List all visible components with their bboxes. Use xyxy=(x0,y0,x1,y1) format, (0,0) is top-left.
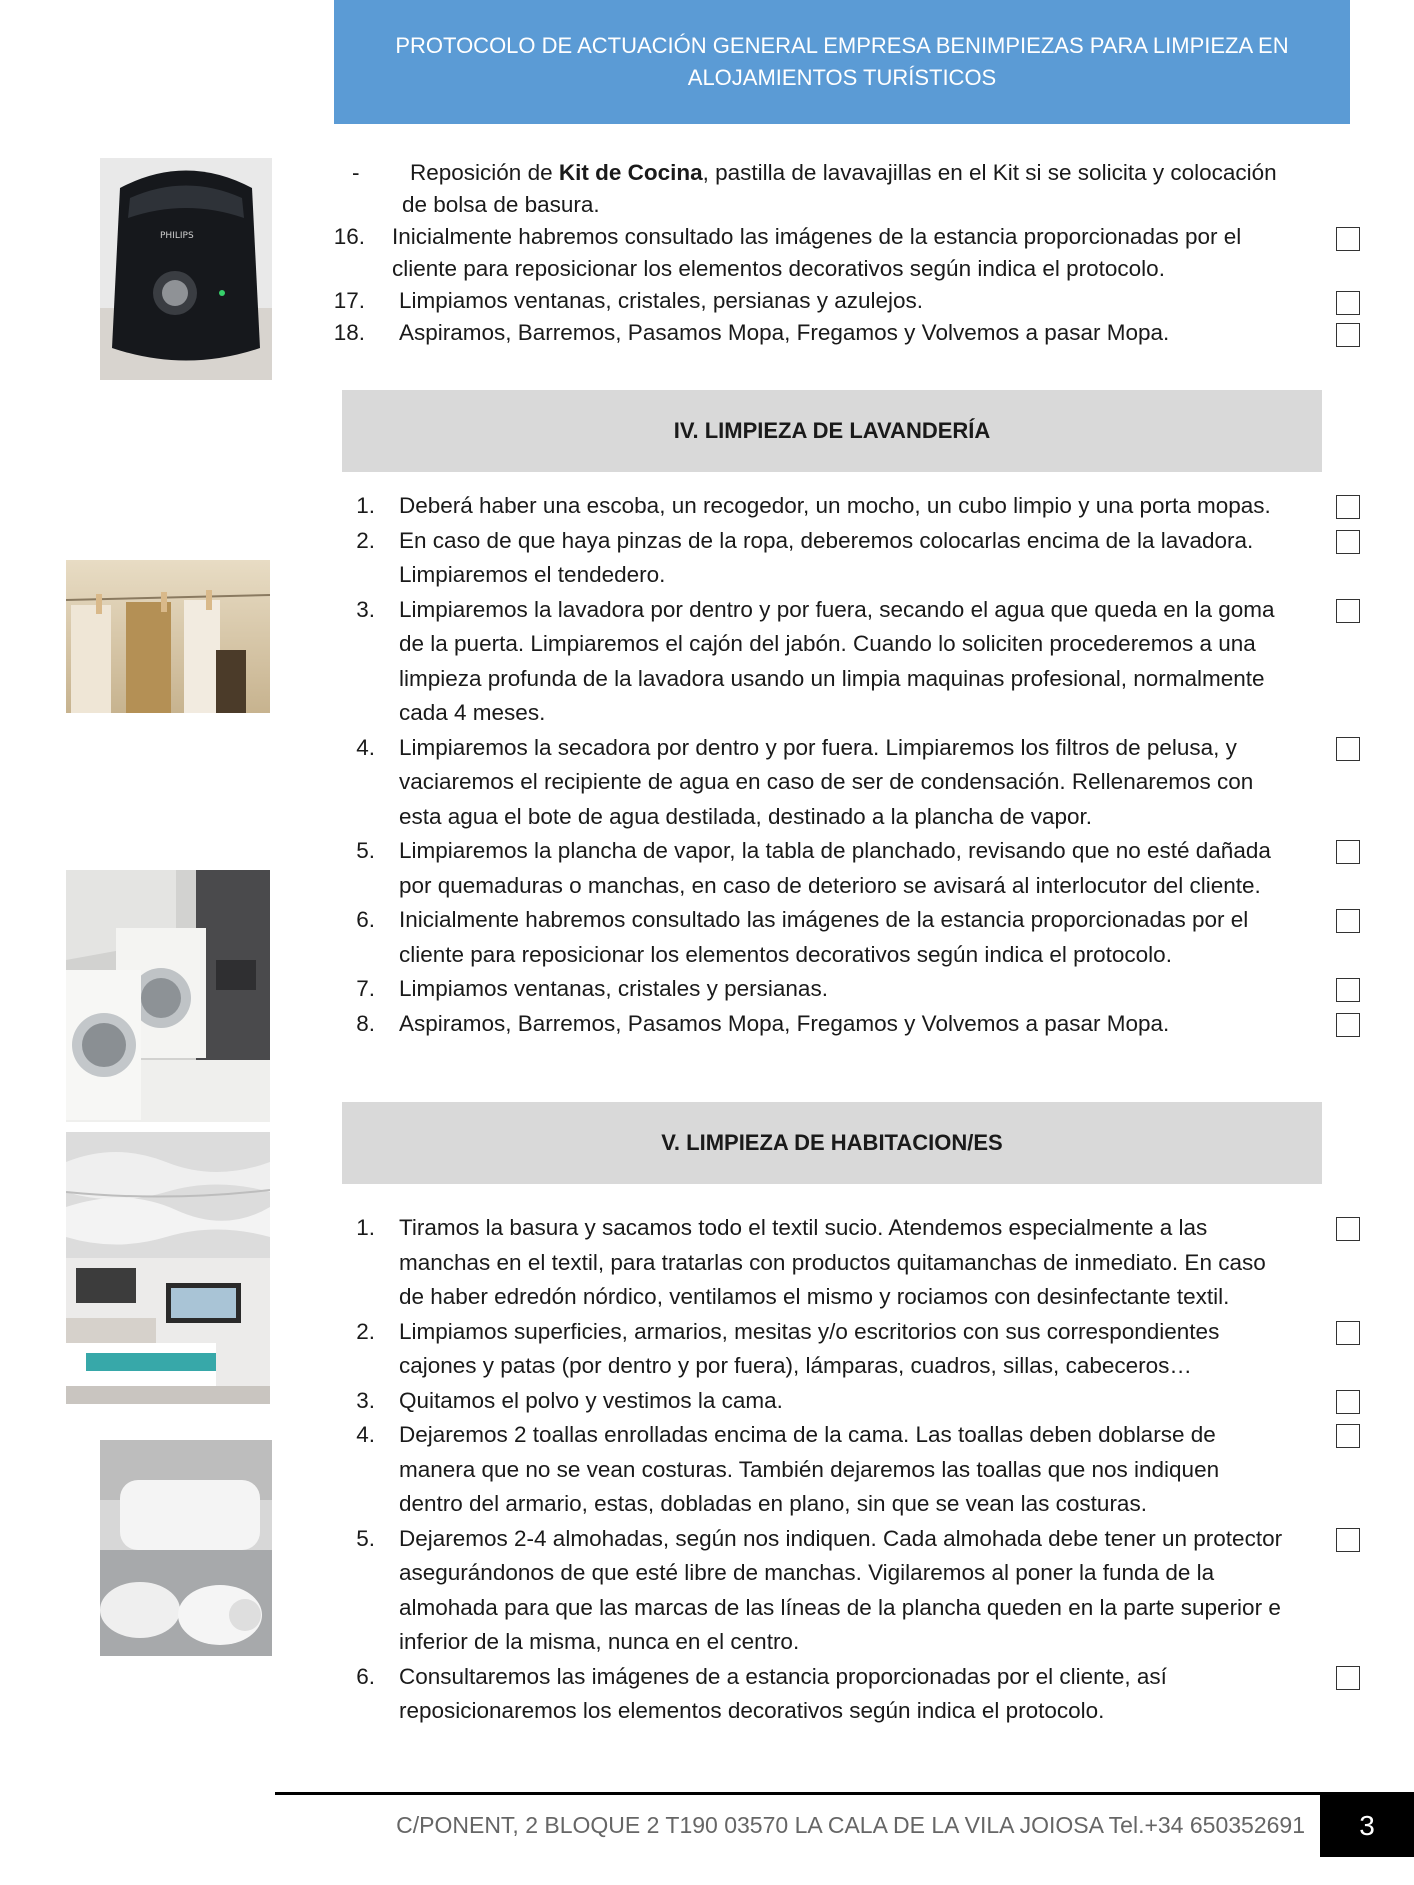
document-header xyxy=(334,0,1350,124)
checkbox[interactable] xyxy=(1336,530,1360,554)
list-number: 1. xyxy=(356,1215,375,1240)
list-item-text: Tiramos la basura y sacamos todo el textil sucio. Atendemos especialmente a las manchas en el textil, para tratarlas con productos quitamanchas de inmediato. En caso de haber edredón nórdico, ventilamos el mismo y rociamos con desinfectante textil. xyxy=(399,1215,1266,1309)
checkbox[interactable] xyxy=(1336,909,1360,933)
laundry-clothespins-photo xyxy=(66,560,270,713)
list-item xyxy=(330,489,1360,524)
checkbox[interactable] xyxy=(1336,495,1360,519)
list-number: 4. xyxy=(356,1422,375,1447)
list-item xyxy=(330,731,1360,835)
list-item xyxy=(330,593,1360,731)
list-number: 17. xyxy=(333,288,365,313)
list-number: 2. xyxy=(356,1318,375,1344)
list-number: 3. xyxy=(356,596,375,622)
laundry-list xyxy=(330,489,1360,1041)
checkbox[interactable] xyxy=(1336,291,1360,315)
list-item xyxy=(330,1007,1360,1042)
list-item xyxy=(330,1522,1360,1660)
list-number: 7. xyxy=(356,976,375,1001)
footer-rule xyxy=(275,1792,1414,1795)
list-item-text: Limpiaremos la secadora por dentro y por fuera. Limpiaremos los filtros de pelusa, y vaciaremos el recipiente de agua en caso de ser de condensación. Rellenaremos con esta agua el bote de agua destilada, destinado a la plancha de vapor. xyxy=(399,734,1254,829)
list-number: 16. xyxy=(333,224,365,249)
checkbox[interactable] xyxy=(1336,840,1360,864)
list-number: 1. xyxy=(356,493,375,518)
list-number: 6. xyxy=(356,907,375,932)
list-item-text: Aspiramos, Barremos, Pasamos Mopa, Fregamos y Volvemos a pasar Mopa. xyxy=(399,1010,1170,1036)
list-item xyxy=(330,1418,1360,1522)
list-number: 5. xyxy=(356,838,375,863)
list-item xyxy=(330,834,1360,903)
list-number: 4. xyxy=(356,734,375,760)
checkbox[interactable] xyxy=(1336,1217,1360,1241)
list-item xyxy=(330,157,1360,221)
list-item-text: Quitamos el polvo y vestimos la cama. xyxy=(399,1387,783,1413)
text-prefix: Reposición de xyxy=(410,160,559,185)
airfryer-brand-text: PHILIPS xyxy=(160,231,194,241)
list-item-text: Inicialmente habremos consultado las imágenes de la estancia proporcionadas por el cliente para reposicionar los elementos decorativos según indica el protocolo. xyxy=(399,907,1249,967)
list-item xyxy=(330,1211,1360,1315)
list-item-text: Consultaremos las imágenes de a estancia proporcionadas por el cliente, así reposicionaremos los elementos decorativos según indica el protocolo. xyxy=(399,1663,1167,1723)
list-item xyxy=(330,1384,1360,1419)
list-item-text: Aspiramos, Barremos, Pasamos Mopa, Fregamos y Volvemos a pasar Mopa. xyxy=(399,320,1170,345)
list-item xyxy=(330,221,1360,285)
list-number: 8. xyxy=(356,1010,375,1036)
document-title: PROTOCOLO DE ACTUACIÓN GENERAL EMPRESA BENIMPIEZAS PARA LIMPIEZA EN ALOJAMIENTOS TURÍSTICOS xyxy=(395,33,1289,90)
checkbox[interactable] xyxy=(1336,1424,1360,1448)
list-item-text: Dejaremos 2 toallas enrolladas encima de la cama. Las toallas deben doblarse de manera que no se vean costuras. También dejaremos las toallas que nos indiquen dentro del armario, estas, dobladas en plano, sin que se vean las costuras. xyxy=(399,1422,1220,1516)
checkbox[interactable] xyxy=(1336,737,1360,761)
footer-address: C/PONENT, 2 BLOQUE 2 T190 03570 LA CALA DE LA VILA JOIOSA Tel.+34 650352691 xyxy=(396,1812,1305,1838)
section-title: V. LIMPIEZA DE HABITACION/ES xyxy=(661,1130,1003,1155)
checkbox[interactable] xyxy=(1336,1528,1360,1552)
bedroom-list xyxy=(330,1211,1360,1729)
list-bullet: - xyxy=(352,160,360,185)
list-item xyxy=(330,1660,1360,1729)
page-number: 3 xyxy=(1320,1795,1414,1857)
bedroom-photo xyxy=(66,1258,270,1404)
section-heading xyxy=(342,390,1322,472)
list-item-text: Limpiaremos la lavadora por dentro y por fuera, secando el agua que queda en la goma de la puerta. Limpiaremos el cajón del jabón. Cuando lo soliciten procederemos a una limpieza profunda de la lavadora usando un limpia maquinas profesional, normalmente cada 4 meses. xyxy=(399,596,1275,725)
checkbox[interactable] xyxy=(1336,227,1360,251)
checkbox[interactable] xyxy=(1336,323,1360,347)
list-number: 5. xyxy=(356,1525,375,1551)
checkbox[interactable] xyxy=(1336,1321,1360,1345)
checkbox[interactable] xyxy=(1336,1013,1360,1037)
checkbox[interactable] xyxy=(1336,1666,1360,1690)
list-item-text: Limpiaremos la plancha de vapor, la tabla de planchado, revisando que no esté dañada por quemaduras o manchas, en caso de deterioro se avisará al interlocutor del cliente. xyxy=(399,838,1271,898)
kitchen-list xyxy=(330,157,1360,349)
list-number: 3. xyxy=(356,1387,375,1413)
list-item-text xyxy=(402,157,1288,221)
text-suffix: , pastilla de lavavajillas en el Kit si se solicita y colocación de bolsa de basura. xyxy=(402,160,1277,217)
list-item-text: En caso de que haya pinzas de la ropa, deberemos colocarlas encima de la lavadora. Limpiaremos el tendedero. xyxy=(399,527,1254,587)
airfryer-photo xyxy=(100,158,272,380)
washing-machines-photo xyxy=(66,870,270,1122)
list-item-text: Limpiamos ventanas, cristales, persianas y azulejos. xyxy=(399,288,923,313)
list-item xyxy=(330,903,1360,972)
duvet-photo xyxy=(66,1132,270,1258)
list-item xyxy=(330,285,1360,317)
list-item xyxy=(330,1315,1360,1384)
section-title: IV. LIMPIEZA DE LAVANDERÍA xyxy=(673,418,991,443)
list-item-text: Limpiamos ventanas, cristales y persianas. xyxy=(399,976,828,1001)
list-item-text: Deberá haber una escoba, un recogedor, un mocho, un cubo limpio y una porta mopas. xyxy=(399,493,1271,518)
checkbox[interactable] xyxy=(1336,599,1360,623)
section-heading xyxy=(342,1102,1322,1184)
text-bold: Kit de Cocina xyxy=(558,160,703,185)
list-item xyxy=(330,524,1360,593)
list-number: 2. xyxy=(356,527,375,553)
checkbox[interactable] xyxy=(1336,1390,1360,1414)
list-number: 18. xyxy=(333,320,365,345)
list-number: 6. xyxy=(356,1663,375,1689)
list-item-text: Limpiamos superficies, armarios, mesitas y/o escritorios con sus correspondientes cajones y patas (por dentro y por fuera), lámparas, cuadros, sillas, cabeceros… xyxy=(399,1318,1220,1378)
list-item-text: Dejaremos 2-4 almohadas, según nos indiquen. Cada almohada debe tener un protector asegurándonos de que esté libre de manchas. Vigilaremos al poner la funda de la almohada para que las marcas de las líneas de la plancha queden en la parte superior e inferior de la misma, nunca en el centro. xyxy=(399,1525,1283,1654)
list-item xyxy=(330,317,1360,349)
towels-photo xyxy=(100,1440,272,1656)
list-item-text: Inicialmente habremos consultado las imágenes de la estancia proporcionadas por el cliente para reposicionar los elementos decorativos según indica el protocolo. xyxy=(392,224,1242,281)
list-item xyxy=(330,972,1360,1007)
checkbox[interactable] xyxy=(1336,978,1360,1002)
